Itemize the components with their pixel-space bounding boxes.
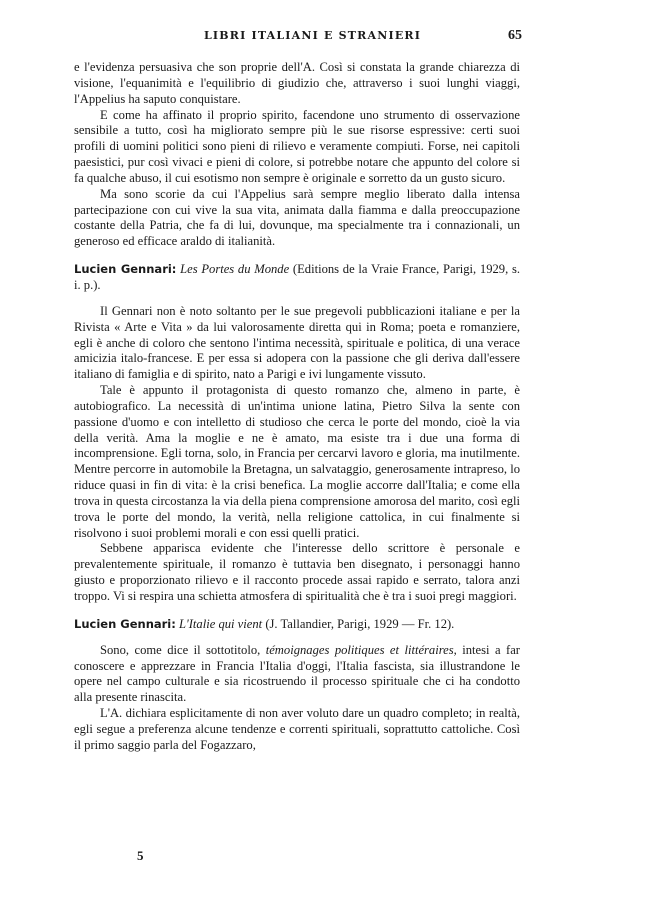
entry-author: Lucien Gennari: (74, 262, 177, 277)
book-entry-1 (74, 262, 520, 294)
signature-mark: 5 (137, 848, 144, 863)
paragraph-4: Il Gennari non è noto soltanto per le sue pregevoli pubblicazioni italiane e per la Rivista « Arte e Vita » da lui valorosamente diretta qui in Roma; poeta e romanziere, egli è anche di coloro che sentono l'intima necessità, spirituale e politica, di una verace amicizia italo-francese. E per essa si adopera con la passione che gli deriva dall'essere italiano di famiglia e di spirito, nato a Parigi e ivi lungamente vissuto. (74, 303, 520, 382)
entry-details: (J. Tallandier, Parigi, 1929 — Fr. 12). (265, 616, 455, 631)
paragraph-8: L'A. dichiara esplicitamente di non aver voluto dare un quadro completo; in realtà, egli segue a preferenza alcune tendenze e correnti spirituali, soprattutto cattoliche. Così il primo saggio parla del Fogazzaro, (74, 706, 520, 752)
page-header (72, 28, 522, 44)
page-number: 65 (508, 28, 522, 43)
paragraph-5: Tale è appunto il protagonista di questo romanzo che, almeno in parte, è autobiografico. La necessità di un'intima unione latina, Pietro Silva la sente con passione d'uomo e con intelletto di studioso che cerca le porte del mondo, cioè la via della verità. Ama la moglie e ne è amato, ma esiste tra i due una forma di incomprensione. Egli torna, solo, in Francia per cercarvi lavoro e gloria, ma inutilmente. Mentre percorre in automobile la Bretagna, un salvataggio, generosamente intrapreso, lo riduce quasi in fin di vita: è la crisi benefica. La moglie accorre dall'Italia; e come ella trova in questa circostanza la via della piena comprensione amorosa del marito, così egli trova le porte del mondo, la verità, nella religione cattolica, in cui finalmente si risolvono i suoi problemi morali e con essi quelli pratici. (74, 383, 520, 540)
paragraph-3: Ma sono scorie da cui l'Appelius sarà sempre meglio liberato dalla intensa partecipazione con cui vive la sua vita, animata dalla fiamma e dalla preoccupazione costante della Patria, che fa di lui, dovunque, ma specialmente tra i connazionali, un generoso ed efficace araldo di italianità. (74, 186, 520, 249)
book-entry-2 (74, 617, 520, 633)
entry-title: Les Portes du Monde (180, 262, 290, 277)
paragraph-7 (74, 643, 520, 706)
entry-details: (Editions de la Vraie France, Parigi, 1929, s. i. p.). (74, 262, 521, 292)
paragraph-2: E come ha affinato il proprio spirito, facendone uno strumento di osservazione sensibile a tutto, così ha migliorato sempre più le sue risorse espressive: certi suoi profili di uomini politici sono pieni di rilievo e veramente compiuti. Forse, nei capitoli paesistici, pur così vivaci e pieni di colore, si potrebbe notare che appunto del colore si fa qualche abuso, il cui esotismo non sempre è originale e sorretto da un gusto sicuro. (74, 107, 520, 185)
paragraph-6: Sebbene apparisca evidente che l'interesse dello scrittore è personale e prevalentemente spirituale, il romanzo è tuttavia ben disegnato, i personaggi hanno giusto e proporzionato rilievo e il racconto procede assai rapido e serrato, talora anzi troppo. Vi si respira una schietta atmosfera di spiritualità che è tra i suoi pregi maggiori. (74, 541, 520, 603)
entry-title: L'Italie qui vient (179, 616, 263, 631)
paragraph-7-end: intesi a far conoscere e apprezzare in Francia l'Italia d'oggi, l'Italia fascista, sia illustrandone le opere nel campo culturale e sia ricostruendo il processo spirituale che ci ha condotto alla presente rinascita. (74, 642, 520, 705)
paragraph-7-subtitle: témoignages politiques et littéraires, (265, 642, 457, 657)
paragraph-7-start: Sono, come dice il sottotitolo, (100, 642, 261, 657)
page-body (74, 60, 520, 754)
running-head: LIBRI ITALIANI E STRANIERI (204, 29, 422, 42)
entry-author: Lucien Gennari: (74, 616, 176, 631)
paragraph-1: e l'evidenza persuasiva che son proprie dell'A. Così si constata la grande chiarezza di visione, l'equanimità e l'equilibrio di giudizio che, attraverso i suoi lunghi viaggi, l'Appelius ha saputo conquistare. (74, 60, 520, 106)
